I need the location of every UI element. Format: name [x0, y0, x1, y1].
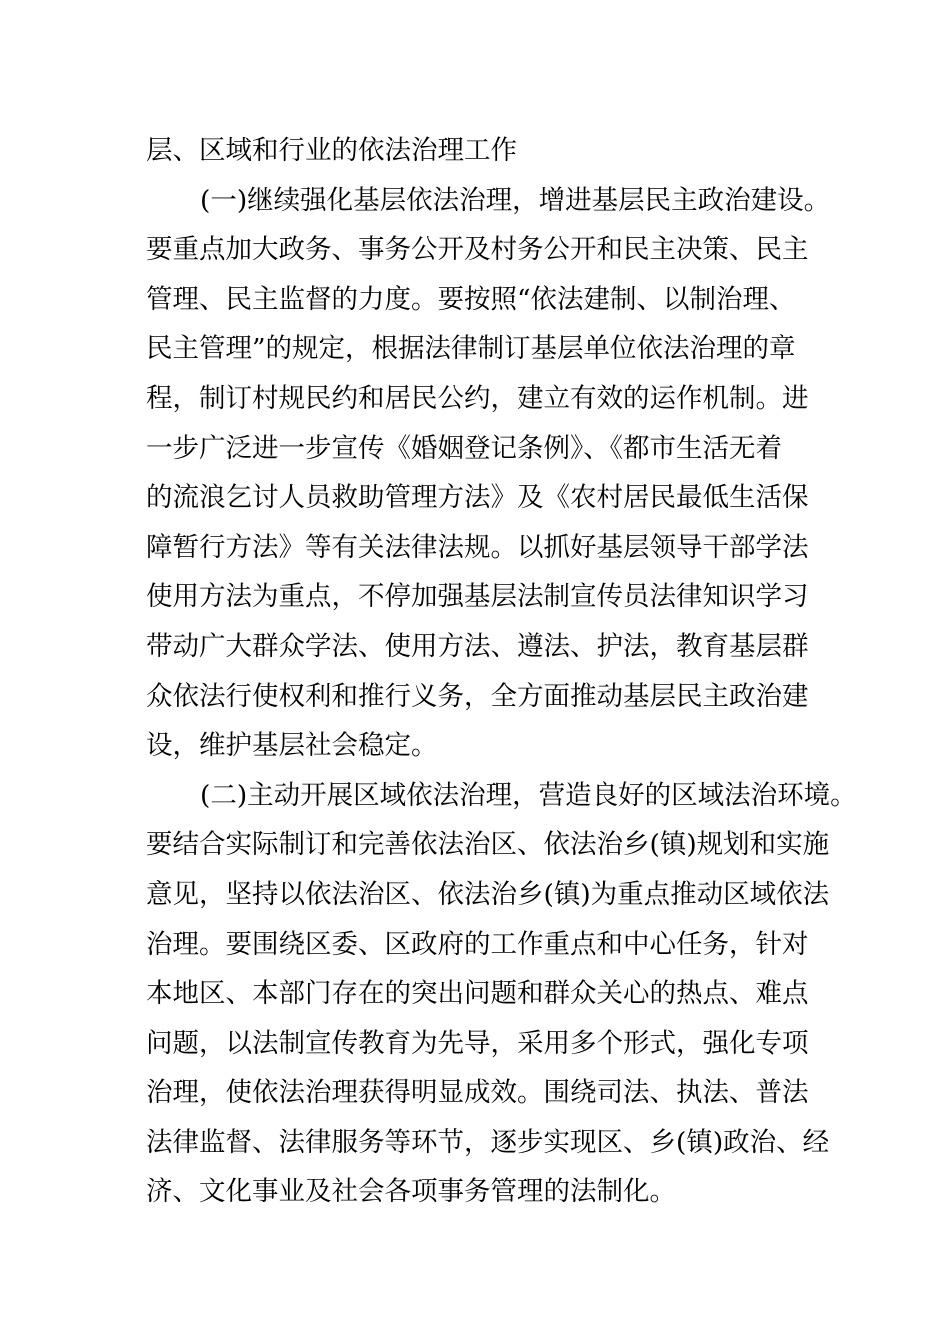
text-line: 使用方法为重点，不停加强基层法制宣传员法律知识学习	[146, 581, 809, 613]
text-line: 治理。要围绕区委、区政府的工作重点和中心任务，针对	[146, 928, 809, 960]
text-line: 层、区域和行业的依法治理工作	[146, 135, 517, 166]
text-line: 程，制订村规民约和居民公约，建立有效的运作机制。进	[146, 382, 809, 414]
text-line: 障暂行方法》等有关法律法规。以抓好基层领导干部学法	[146, 531, 809, 563]
document-body	[146, 126, 857, 1217]
text-line: 问题，以法制宣传教育为先导，采用多个形式，强化专项	[146, 1027, 809, 1059]
text-line: 本地区、本部门存在的突出问题和群众关心的热点、难点	[146, 978, 809, 1010]
text-line: 治理，使依法治理获得明显成效。围绕司法、执法、普法	[146, 1077, 809, 1109]
section-heading-1: (一)继续强化基层依法治理，增进基层民主政治建设。	[200, 184, 831, 216]
text-line: 法律监督、法律服务等环节，逐步实现区、乡(镇)政治、经	[146, 1126, 830, 1158]
section-heading-2: (二)主动开展区域依法治理，营造良好的区域法治环境。	[200, 779, 857, 811]
text-line: 意见，坚持以依法治区、依法治乡(镇)为重点推动区域依法	[146, 878, 830, 910]
text-line: 一步广泛进一步宣传《婚姻登记条例》、《都市生活无着	[146, 432, 782, 464]
text-line: 济、文化事业及社会各项事务管理的法制化。	[146, 1176, 676, 1208]
text-line: 众依法行使权利和推行义务，全方面推动基层民主政治建	[146, 680, 809, 712]
text-line: 民主管理”的规定，根据法律制订基层单位依法治理的章	[146, 333, 796, 365]
text-line: 要结合实际制订和完善依法治区、依法治乡(镇)规划和实施	[146, 829, 830, 861]
text-line: 带动广大群众学法、使用方法、遵法、护法，教育基层群	[146, 630, 809, 662]
text-line: 要重点加大政务、事务公开及村务公开和民主决策、民主	[146, 234, 809, 266]
text-line: 设，维护基层社会稳定。	[146, 730, 438, 762]
text-line: 管理、民主监督的力度。要按照“依法建制、以制治理、	[146, 283, 796, 315]
text-line: 的流浪乞讨人员救助管理方法》及《农村居民最低生活保	[146, 482, 809, 514]
